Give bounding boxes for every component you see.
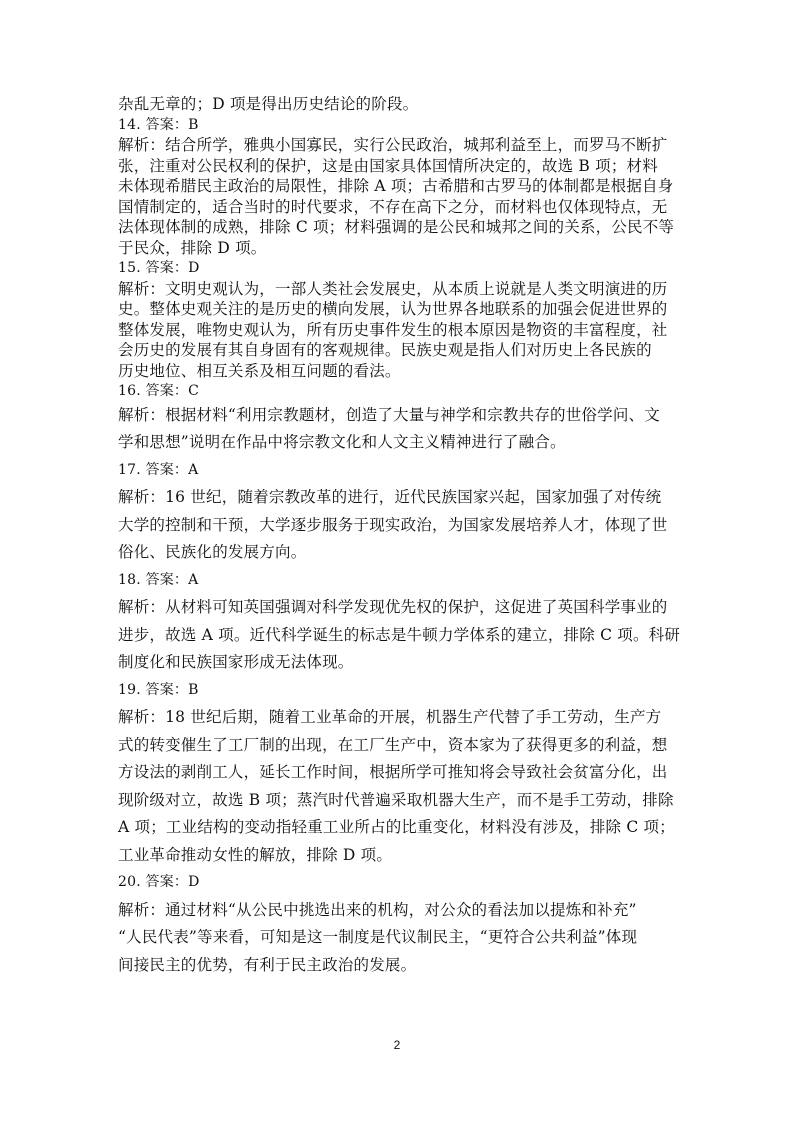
answer-explanations [118,94,681,979]
answer-line: 15. 答案：D [118,260,200,276]
explanation-line: 现阶级对立，故选 B 项；蒸汽时代普遍采取机器大生产，而不是手工劳动，排除 [118,790,674,809]
explanation-line: 解析：文明史观认为，一部人类社会发展史，从本质上说就是人类文明演进的历 [118,279,668,298]
explanation-line: 历史地位、相互关系及相互问题的看法。 [118,361,401,380]
explanation-line: 张，注重对公民权利的保护，这是由国家具体国情所决定的，故选 B 项；材料 [118,156,658,175]
explanation-line: 大学的控制和干预，大学逐步服务于现实政治，为国家发展培养人才，体现了世 [118,515,668,534]
answer-line: 16. 答案：C [118,383,200,399]
explanation-line: 工业革命推动女性的解放，排除 D 项。 [118,845,393,864]
answer-line: 17. 答案：A [118,461,199,478]
page-number: 2 [393,1038,401,1052]
explanation-line: 式的转变催生了工厂制的出现，在工厂生产中，资本家为了获得更多的利益，想 [118,735,668,754]
explanation-line: 杂乱无章的；D 项是得出历史结论的阶段。 [118,95,419,113]
explanation-line: 解析：从材料可知英国强调对科学发现优先权的保护，这促进了英国科学事业的 [118,598,668,616]
explanation-line: 未体现希腊民主政治的局限性，排除 A 项；古希腊和古罗马的体制都是根据自身 [118,177,674,195]
explanation-line: A 项；工业结构的变动指轻重工业所占的比重变化，材料没有涉及，排除 C 项； [118,818,675,836]
explanation-line: 解析：通过材料“从公民中挑选出来的机构，对公众的看法加以提炼和补充” [118,900,637,919]
explanation-line: “人民代表”等来看，可知是这一制度是代议制民主，“更符合公共利益”体现 [118,928,638,946]
explanation-line: 整体发展，唯物史观认为，所有历史事件发生的根本原因是物资的丰富程度，社 [118,320,668,339]
explanation-line: 法体现体制的成熟，排除 C 项；材料强调的是公民和城邦之间的关系，公民不等 [118,218,675,236]
explanation-line: 学和思想”说明在作品中将宗教文化和人文主义精神进行了融合。 [118,433,566,451]
explanation-line: 间接民主的优势，有利于民主政治的发展。 [118,955,417,974]
explanation-line: 俗化、民族化的发展方向。 [118,543,307,561]
answer-line: 20. 答案：D [118,874,200,890]
explanation-line: 解析：18 世纪后期，随着工业革命的开展，机器生产代替了手工劳动，生产方 [118,708,662,726]
explanation-line: 史。整体史观关注的是历史的横向发展，认为世界各地联系的加强会促进世界的 [118,300,668,318]
explanation-line: 于民众，排除 D 项。 [118,238,267,257]
answer-line: 18. 答案：A [118,571,199,588]
explanation-line: 解析：16 世纪，随着宗教改革的进行，近代民族国家兴起，国家加强了对传统 [118,488,662,506]
explanation-line: 会历史的发展有其自身固有的客观规律。民族史观是指人们对历史上各民族的 [118,341,652,359]
explanation-line: 国情制定的，适合当时的时代要求，不存在高下之分，而材料也仅体现特点，无 [118,197,668,216]
explanation-line: 制度化和民族国家形成无法体现。 [118,653,354,671]
explanation-line: 解析：结合所学，雅典小国寡民，实行公民政治，城邦利益至上，而罗马不断扩 [118,136,668,154]
explanation-line: 方设法的剥削工人，延长工作时间，根据所学可推知将会导致社会贫富分化，出 [118,763,668,781]
explanation-line: 解析：根据材料“利用宗教题材，创造了大量与神学和宗教共存的世俗学问、文 [118,405,660,424]
explanation-line: 进步，故选 A 项。近代科学诞生的标志是牛顿力学体系的建立，排除 C 项。科研 [118,625,681,644]
answer-line: 19. 答案：B [118,681,199,698]
answer-line: 14. 答案：B [118,116,199,133]
